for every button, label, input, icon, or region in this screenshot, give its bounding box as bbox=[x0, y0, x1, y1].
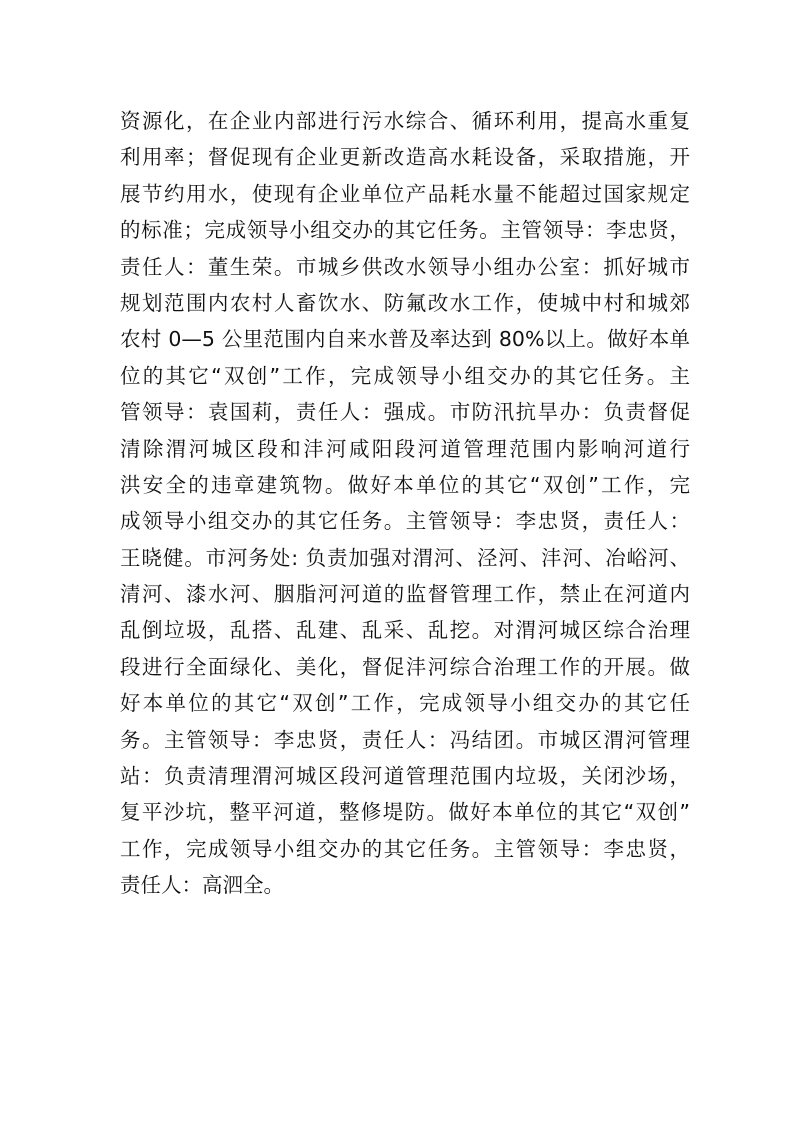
text-line: 位的其它“双创”工作，完成领导小组交办的其它任务。主 bbox=[120, 363, 690, 388]
text-line: 好本单位的其它“双创”工作，完成领导小组交办的其它任 bbox=[120, 691, 690, 716]
text-line: 资源化，在企业内部进行污水综合、循环利用，提高水重复 bbox=[120, 109, 690, 133]
text-line: 的标准；完成领导小组交办的其它任务。主管领导：李忠贤， bbox=[120, 218, 690, 243]
text-line: 清除渭河城区段和沣河咸阳段河道管理范围内影响河道行 bbox=[120, 436, 690, 461]
text-line: 洪安全的违章建筑物。做好本单位的其它“双创”工作，完 bbox=[120, 472, 690, 497]
text-line: 王晓健。市河务处: 负责加强对渭河、泾河、沣河、冶峪河、 bbox=[120, 545, 690, 570]
body-paragraph bbox=[120, 103, 690, 904]
text-line: 展节约用水，使现有企业单位产品耗水量不能超过国家规定 bbox=[120, 181, 690, 206]
text-line: 农村 0—5 公里范围内自来水普及率达到 80%以上。做好本单 bbox=[120, 327, 690, 352]
text-line: 段进行全面绿化、美化，督促沣河综合治理工作的开展。做 bbox=[120, 654, 690, 679]
text-line: 管领导：袁国莉，责任人：强成。市防汛抗旱办：负责督促 bbox=[120, 400, 690, 425]
text-line: 务。主管领导：李忠贤，责任人：冯结团。市城区渭河管理 bbox=[120, 727, 690, 752]
text-line: 责任人：董生荣。市城乡供改水领导小组办公室：抓好城市 bbox=[120, 254, 690, 279]
text-line: 工作，完成领导小组交办的其它任务。主管领导：李忠贤， bbox=[120, 836, 690, 861]
text-line: 规划范围内农村人畜饮水、防氟改水工作，使城中村和城郊 bbox=[120, 290, 690, 315]
text-line: 清河、漆水河、胭脂河河道的监督管理工作，禁止在河道内 bbox=[120, 582, 690, 607]
text-line: 复平沙坑，整平河道，整修堤防。做好本单位的其它“双创” bbox=[120, 800, 690, 825]
text-line: 乱倒垃圾，乱搭、乱建、乱采、乱挖。对渭河城区综合治理 bbox=[120, 618, 690, 643]
text-line: 利用率；督促现有企业更新改造高水耗设备，采取措施，开 bbox=[120, 145, 690, 170]
text-line: 成领导小组交办的其它任务。主管领导：李忠贤，责任人： bbox=[120, 509, 690, 534]
text-line: 站：负责清理渭河城区段河道管理范围内垃圾，关闭沙场， bbox=[120, 764, 690, 789]
text-line: 责任人：高泗全。 bbox=[120, 873, 284, 898]
